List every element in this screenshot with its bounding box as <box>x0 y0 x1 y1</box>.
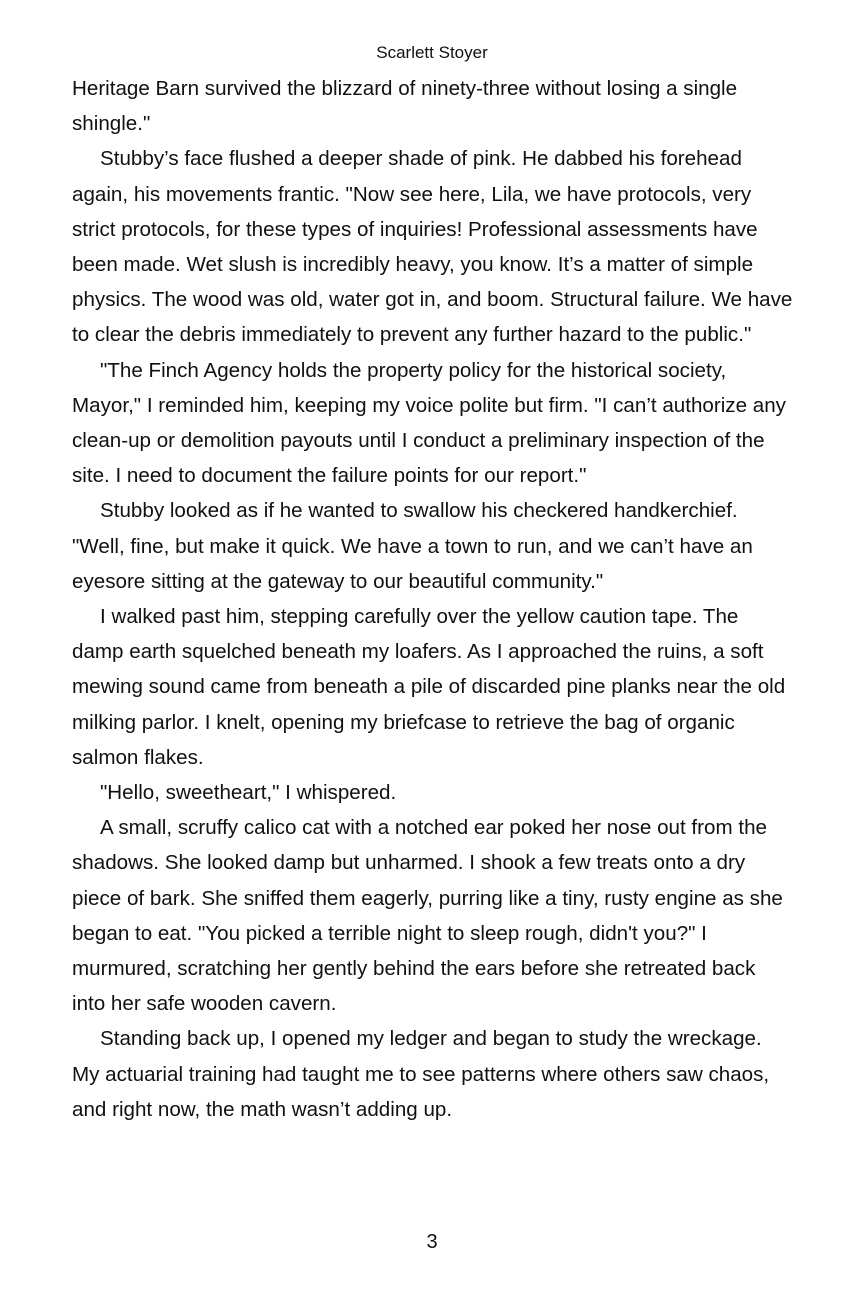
paragraph: A small, scruffy calico cat with a notched ear poked her nose out from the shadows. She looked damp but unharmed. I shook a few treats onto a dry piece of bark. She sniffed them eagerly, purring like a tiny, rusty engine as she began to eat. "You picked a terrible night to sleep rough, didn't you?" I murmured, scratching her gently behind the ears before she retreated back into her safe wooden cavern. <box>72 816 783 1016</box>
page-number: 3 <box>426 1231 438 1253</box>
paragraph: "Hello, sweetheart," I whispered. <box>100 781 397 805</box>
paragraph: Stubby looked as if he wanted to swallow his checkered handkerchief. "Well, fine, but make it quick. We have a town to run, and we can’t have an eyesore sitting at the gateway to our beautiful community." <box>72 499 753 593</box>
body-text <box>72 71 794 1127</box>
paragraph: I walked past him, stepping carefully over the yellow caution tape. The damp earth squelched beneath my loafers. As I approached the ruins, a soft mewing sound came from beneath a pile of discarded pine planks near the old milking parlor. I knelt, opening my briefcase to retrieve the bag of organic salmon flakes. <box>72 605 786 769</box>
running-header-author: Scarlett Stoyer <box>376 43 488 62</box>
paragraph: "The Finch Agency holds the property policy for the historical society, Mayor," I reminded him, keeping my voice polite but firm. "I can’t authorize any clean-up or demolition payouts until I conduct a preliminary inspection of the site. I need to document the failure points for our report." <box>72 358 786 488</box>
paragraph: Standing back up, I opened my ledger and began to study the wreckage. My actuarial training had taught me to see patterns where others saw chaos, and right now, the math wasn’t adding up. <box>72 1027 770 1121</box>
paragraph: Stubby’s face flushed a deeper shade of pink. He dabbed his forehead again, his movements frantic. "Now see here, Lila, we have protocols, very strict protocols, for these types of inquiries! Professional assessments have been made. Wet slush is incredibly heavy, you know. It’s a matter of simple physics. The wood was old, water got in, and boom. Structural failure. We have to clear the debris immediately to prevent any further hazard to the public." <box>72 147 793 347</box>
paragraph-continued: Heritage Barn survived the blizzard of ninety-three without losing a single shingle." <box>72 77 738 136</box>
